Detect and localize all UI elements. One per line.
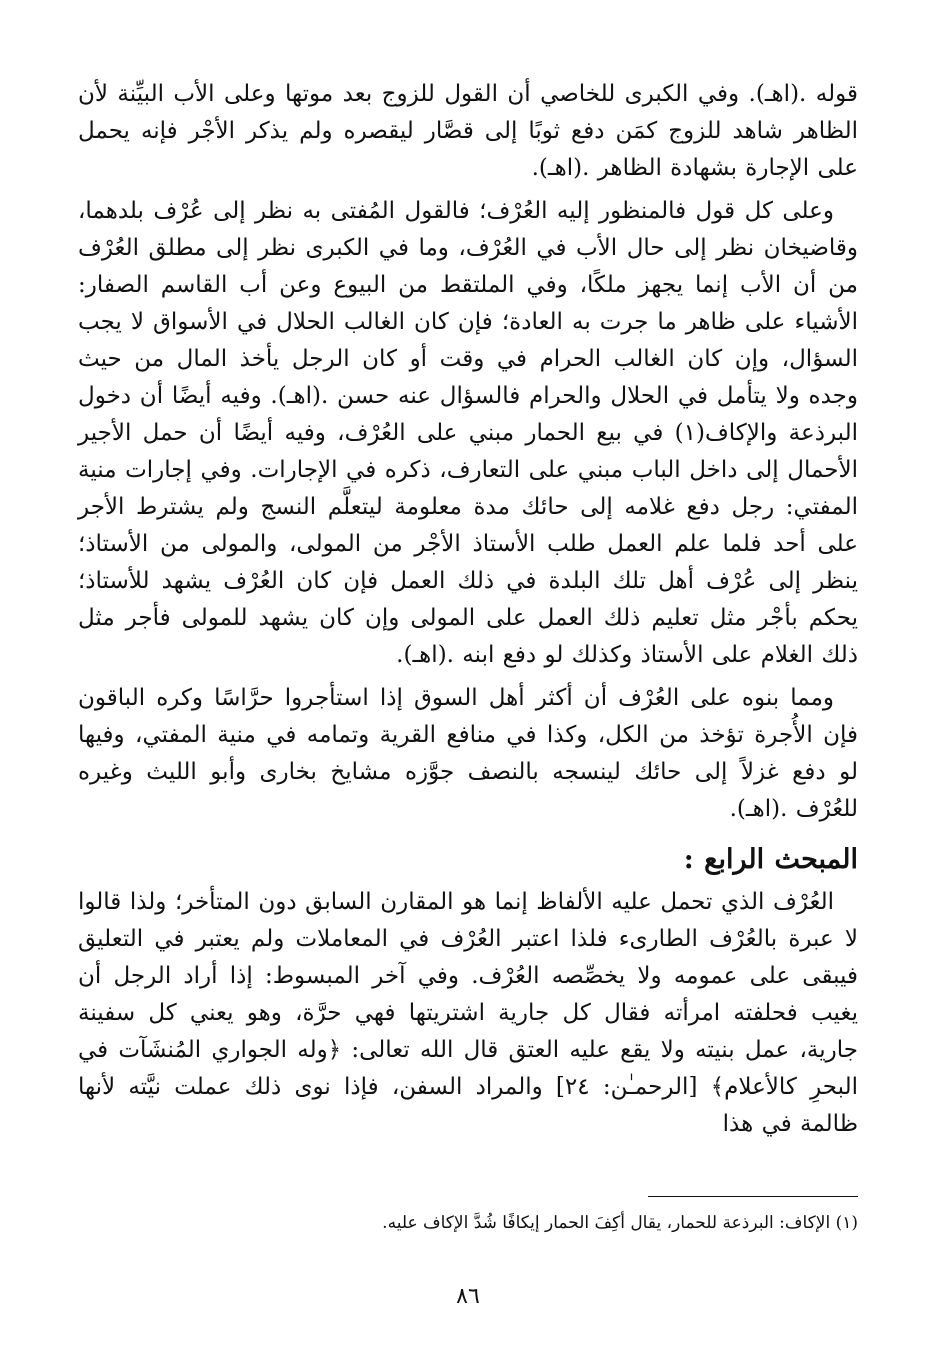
- section-heading: المبحث الرابع :: [683, 844, 858, 875]
- footnote-divider: [648, 1196, 858, 1197]
- main-text: [78, 76, 858, 1143]
- paragraph-3: ومما بنوه على العُرْف أن أكثر أهل السوق إذا استأجروا حرَّاسًا وكره الباقون فإن الأُجرة تؤخذ من الكل، وكذا في منافع القرية وتمامه في منية المفتي، وفيها لو دفع غزلاً إلى حائك لينسجه بالنصف جوَّزه مشايخ بخارى وأبو الليث وغيره للعُرْف .(اهـ).: [78, 685, 858, 822]
- page-number: ٨٦: [456, 1284, 480, 1309]
- paragraph-4: العُرْف الذي تحمل عليه الألفاظ إنما هو المقارن السابق دون المتأخر؛ ولذا قالوا لا عبرة بالعُرْف الطارىء فلذا اعتبر العُرْف في المعاملات ولم يعتبر في التعليق فيبقى على عمومه ولا يخصِّصه العُرْف. وفي آخر المبسوط: إذا أراد الرجل أن يغيب فحلفته امرأته فقال كل جارية اشتريتها فهي حرَّة، وهو يعني كل سفينة جارية، عمل بنيته ولا يقع عليه العتق قال الله تعالى: ﴿وله الجواري المُنشَآت في البحرِ كالأعلام﴾ [الرحمـٰن: ٢٤] والمراد السفن، فإذا نوى ذلك عملت نيَّته لأنها ظالمة في هذا: [78, 889, 858, 1137]
- paragraph-1: قوله .(اهـ). وفي الكبرى للخاصي أن القول للزوج بعد موتها وعلى الأب البيِّنة لأن الظاهر شاهد للزوج كمَن دفع ثوبًا إلى قصَّار ليقصره ولم يذكر الأجْر فإنه يحمل على الإجارة بشهادة الظاهر .(اهـ).: [78, 81, 858, 181]
- document-page: [78, 76, 858, 1336]
- paragraph-2: وعلى كل قول فالمنظور إليه العُرْف؛ فالقول المُفتى به نظر إلى عُرْف بلدهما، وقاضيخان نظر إلى حال الأب في العُرْف، وما في الكبرى نظر إلى مطلق العُرْف من أن الأب إنما يجهز ملكًا، وفي الملتقط من البيوع وعن أب القاسم الصفار: الأشياء على ظاهر ما جرت به العادة؛ فإن كان الغالب الحلال في الأسواق لا يجب السؤال، وإن كان الغالب الحرام في وقت أو كان الرجل يأخذ المال من حيث وجده ولا يتأمل في الحلال والحرام فالسؤال عنه حسن .(اهـ). وفيه أيضًا أن دخول البرذعة والإكاف(١) في بيع الحمار مبني على العُرْف، وفيه أيضًا أن حمل الأجير الأحمال إلى داخل الباب مبني على التعارف، ذكره في الإجارات. وفي إجارات منية المفتي: رجل دفع غلامه إلى حائك مدة معلومة ليتعلَّم النسج ولم يشترط الأجر على أحد فلما علم العمل طلب الأستاذ الأجْر من المولى، والمولى من الأستاذ؛ ينظر إلى عُرْف أهل تلك البلدة في ذلك العمل فإن كان العُرْف يشهد للأستاذ؛ يحكم بأجْر مثل تعليم ذلك العمل على المولى وإن كان يشهد للمولى فأجر مثل ذلك الغلام على الأستاذ وكذلك لو دفع ابنه .(اهـ).: [78, 198, 858, 668]
- footnote: (١) الإكاف: البرذعة للحمار، يقال أكِفَ الحمار إيكافًا شُدَّ الإكاف عليه.: [382, 1213, 858, 1233]
